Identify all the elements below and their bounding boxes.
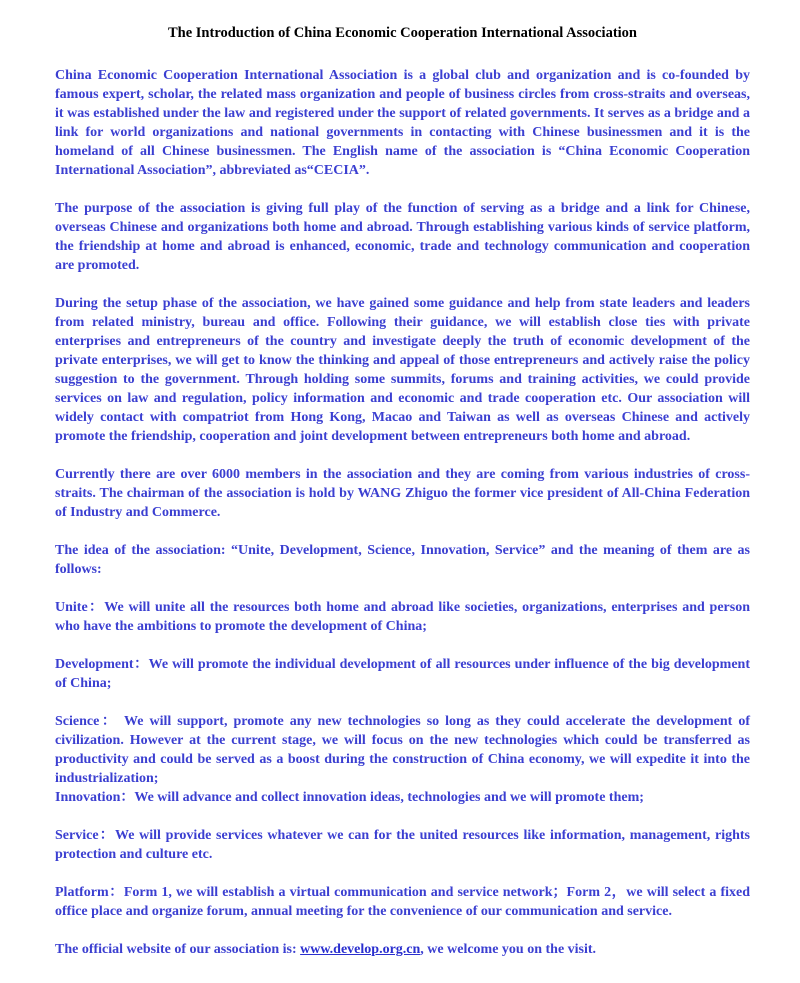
paragraph-platform: Platform：Form 1, we will establish a virtual communication and service network；Form 2，we will select a fixed office place and organize forum, annual meeting for the convenience of our communication and service. [55, 885, 750, 919]
document-body [55, 66, 750, 959]
paragraph-members: Currently there are over 6000 members in the association and they are coming from various industries of cross-straits. The chairman of the association is hold by WANG Zhiguo the former vice president of All-China Federation of Industry and Commerce. [55, 467, 750, 520]
paragraph-science: Science： We will support, promote any new technologies so long as they could accelerate the development of civilization. However at the current stage, we will focus on the new technologies which could be transferred as productivity and could be served as a boost during the construction of China economy, we will expedite it into the industrialization; [55, 714, 750, 786]
website-suffix: , we welcome you on the visit. [420, 942, 597, 957]
paragraph-innovation: Innovation：We will advance and collect innovation ideas, technologies and we will promote them; [55, 790, 644, 805]
paragraph-setup-phase: During the setup phase of the association, we have gained some guidance and help from state leaders and leaders from related ministry, bureau and office. Following their guidance, we will establish close ties with private enterprises and entrepreneurs of the country and investigate deeply the truth of economic development of the private enterprises, we will get to know the thinking and appeal of those entrepreneurs and actively raise the policy suggestion to the government. Through holding some summits, forums and training activities, we could provide services on law and regulation, policy information and economic and trade cooperation etc. Our association will widely contact with compatriot from Hong Kong, Macao and Taiwan as well as overseas Chinese and actively promote the friendship, cooperation and joint development between entrepreneurs both home and abroad. [55, 296, 750, 444]
paragraph-introduction: China Economic Cooperation International Association is a global club and organization and is co-founded by famous expert, scholar, the related mass organization and people of business circles from cross-straits and overseas, it was established under the law and registered under the support of related governments. It serves as a bridge and a link for world organizations and national governments in contacting with Chinese businessmen and it is the homeland of all Chinese businessmen. The English name of the association is “China Economic Cooperation International Association”, abbreviated as“CECIA”. [55, 68, 750, 178]
document-title: The Introduction of China Economic Cooperation International Association [167, 25, 637, 41]
paragraph-idea: The idea of the association: “Unite, Development, Science, Innovation, Service” and the meaning of them are as follows: [55, 543, 750, 577]
paragraph-development: Development：We will promote the individual development of all resources under influence of the big development of China; [55, 657, 750, 691]
website-prefix: The official website of our association is: [55, 942, 301, 957]
website-link[interactable]: www.develop.org.cn [300, 942, 421, 957]
paragraph-service: Service：We will provide services whatever we can for the united resources like information, management, rights protection and culture etc. [55, 828, 750, 862]
paragraph-website [55, 940, 750, 959]
paragraph-unite: Unite：We will unite all the resources both home and abroad like societies, organizations, enterprises and person who have the ambitions to promote the development of China; [55, 600, 750, 634]
paragraph-purpose: The purpose of the association is giving full play of the function of serving as a bridge and a link for Chinese, overseas Chinese and organizations both home and abroad. Through establishing various kinds of service platform, the friendship at home and abroad is enhanced, economic, trade and technology communication and cooperation are promoted. [55, 201, 750, 273]
